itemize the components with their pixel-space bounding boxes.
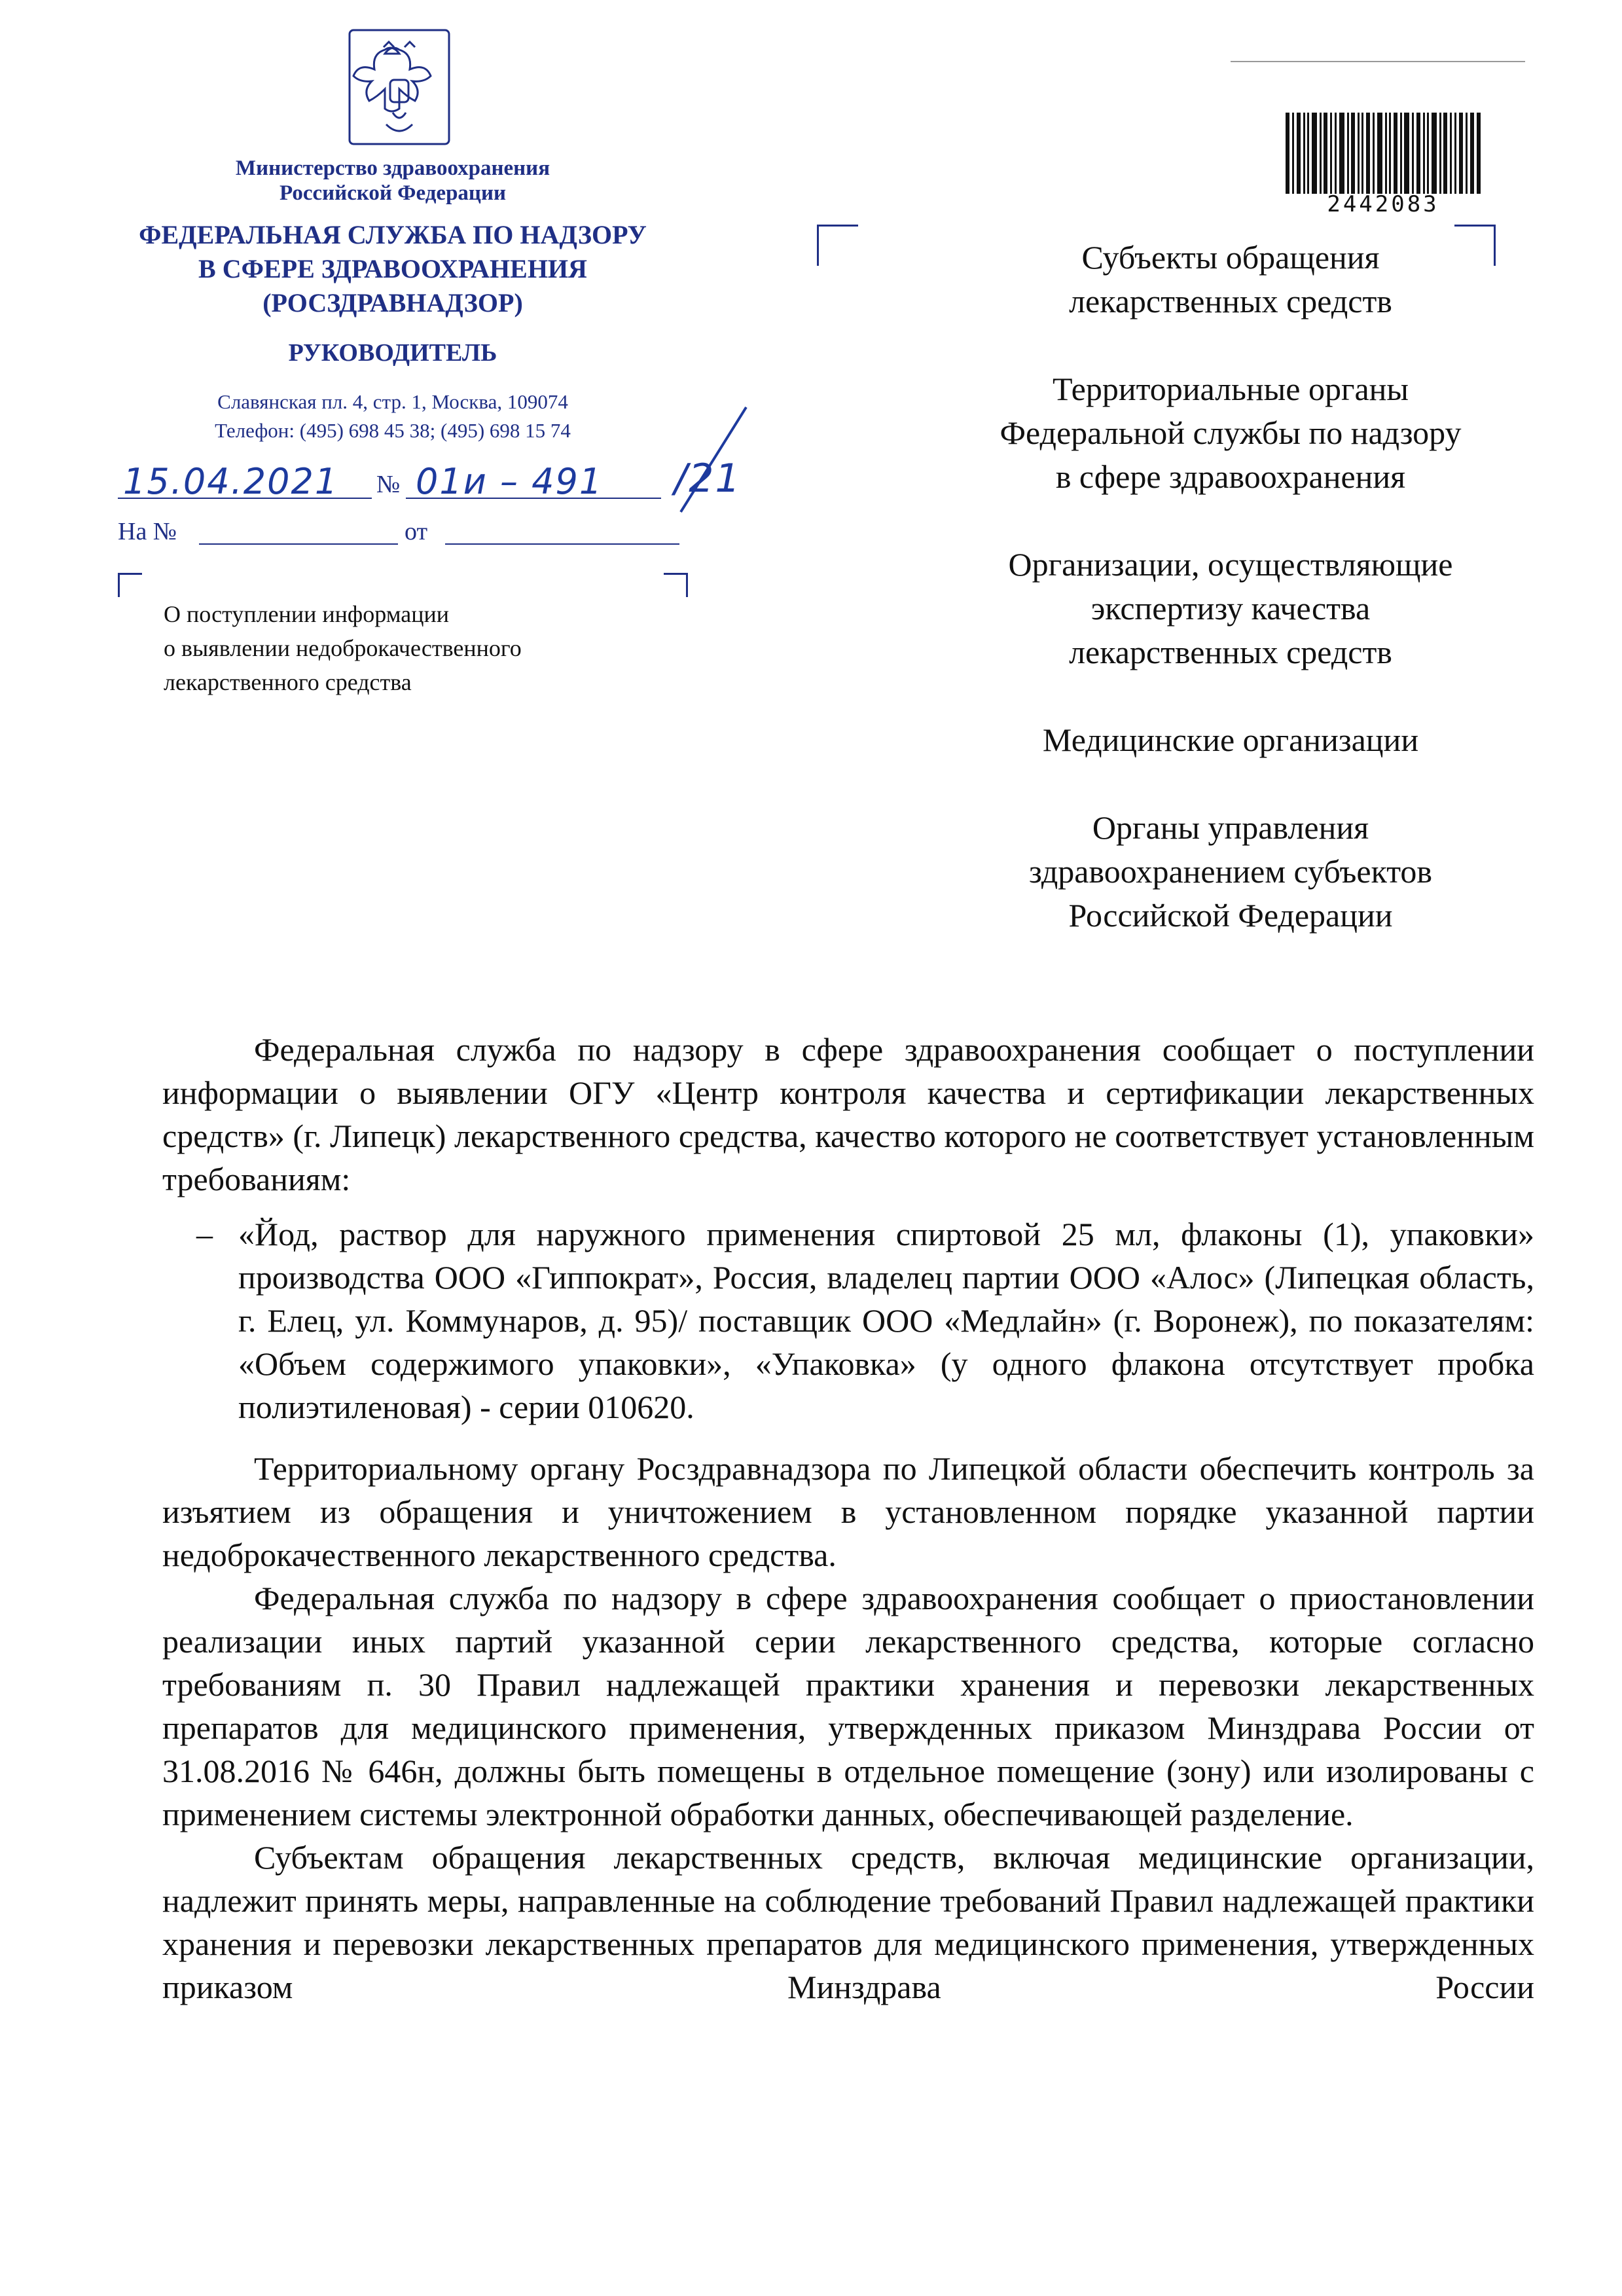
recipients-bracket-left [817, 225, 858, 266]
emblem-icon [347, 27, 452, 147]
paragraph-1: Федеральная служба по надзору в сфере здравоохранения сообщает о поступлении информации о выявлении ОГУ «Центр контроля качества и сертификации лекарственных средств» (г. Липецк) лекарственного средства, качество которого не соответствует установленным требованиям: [162, 1031, 1534, 1197]
list-item [162, 1212, 1534, 1429]
slash-stroke-icon [668, 405, 766, 516]
phone-line: Телефон: (495) 698 45 38; (495) 698 15 74 [215, 419, 571, 442]
list-dash: – [196, 1216, 213, 1252]
registration-date: 15.04.2021 [123, 461, 339, 502]
recipient-line: здравоохранением субъектов [1028, 853, 1433, 890]
recipient-group [903, 718, 1558, 762]
registration-number: 01и – 491 [416, 461, 604, 502]
list-item-text: «Йод, раствор для наружного применения спиртовой 25 мл, флаконы (1), упаковки» производства ООО «Гиппократ», Россия, владелец партии ООО «Алос» (Липецкая область, г. Елец, ул. Коммунаров, д. 95)/ поставщик ООО «Медлайн» (г. Воронеж), по показателям: «Объем содержимого упаковки», «Упаковка» (у одного флакона отсутствует пробка полиэтиленовая) - серии 010620. [238, 1216, 1534, 1425]
position-title: РУКОВОДИТЕЛЬ [288, 339, 497, 367]
reply-label: На № [118, 518, 177, 545]
barcode-icon [1286, 113, 1481, 194]
registration-number-suffix: /21 [674, 456, 742, 501]
reply-from-label: от [405, 518, 428, 545]
recipient-group [903, 543, 1558, 674]
subject-line-1: О поступлении информации [164, 601, 450, 627]
recipient-line: в сфере здравоохранения [1055, 458, 1406, 495]
service-line-3: (РОСЗДРАВНАДЗОР) [262, 288, 523, 318]
recipient-line: Федеральной службы по надзору [1000, 414, 1462, 451]
reply-reference [118, 517, 681, 550]
recipient-line: экспертизу качества [1090, 590, 1371, 627]
subject-bracket-right [664, 573, 688, 597]
address-line: Славянская пл. 4, стр. 1, Москва, 109074 [217, 390, 568, 413]
ministry-line-2: Российской Федерации [279, 181, 506, 205]
ministry-name [118, 156, 668, 206]
subject-line-3: лекарственного средства [164, 669, 412, 695]
recipient-group [903, 367, 1558, 499]
subject-block [164, 597, 687, 699]
paragraph-4: Субъектам обращения лекарственных средств, включая медицинские организации, надлежит принять меры, направленные на соблюдение требований Правил надлежащей практики хранения и перевозки лекарственных препаратов для медицинского применения, утвержденных приказом Минздрава России [162, 1839, 1534, 2005]
recipient-group [903, 236, 1558, 323]
paragraph-3: Федеральная служба по надзору в сфере здравоохранения сообщает о приостановлении реализации иных партий указанной серии лекарственного средства, которые согласно требованиям п. 30 Правил надлежащей практики хранения и перевозки лекарственных препаратов для медицинского применения, утвержденных приказом Минздрава России от 31.08.2016 № 646н, должны быть помещены в отдельное помещение (зону) или изолированы с применением системы электронной обработки данных, обеспечивающей разделение. [162, 1580, 1534, 1832]
recipient-line: Органы управления [1092, 809, 1369, 846]
service-line-1: ФЕДЕРАЛЬНАЯ СЛУЖБА ПО НАДЗОРУ [139, 220, 647, 249]
recipient-line: Субъекты обращения [1081, 239, 1380, 276]
subject-line-2: о выявлении недоброкачественного [164, 635, 522, 661]
number-sign: № [376, 471, 401, 498]
ministry-line-1: Министерство здравоохранения [235, 156, 550, 180]
recipients-list [903, 236, 1558, 981]
subject-bracket-left [118, 573, 142, 597]
top-rule [1231, 61, 1525, 62]
recipient-line: Территориальные органы [1052, 371, 1409, 407]
address-block [118, 388, 668, 445]
barcode-number: 2442083 [1327, 191, 1439, 217]
recipient-line: Российской Федерации [1068, 897, 1393, 934]
recipient-group [903, 806, 1558, 938]
paragraph-2: Территориальному органу Росздравнадзора по Липецкой области обеспечить контроль за изъятием из обращения и уничтожением в установленном порядке указанной партии недоброкачественного лекарственного средства. [162, 1450, 1534, 1573]
service-name [85, 218, 700, 320]
service-line-2: В СФЕРЕ ЗДРАВООХРАНЕНИЯ [198, 254, 587, 283]
letter-body [162, 1028, 1534, 2009]
recipient-line: лекарственных средств [1069, 634, 1392, 670]
recipient-line: Медицинские организации [1042, 721, 1419, 758]
recipient-line: лекарственных средств [1069, 283, 1392, 319]
recipient-line: Организации, осуществляющие [1008, 546, 1453, 583]
